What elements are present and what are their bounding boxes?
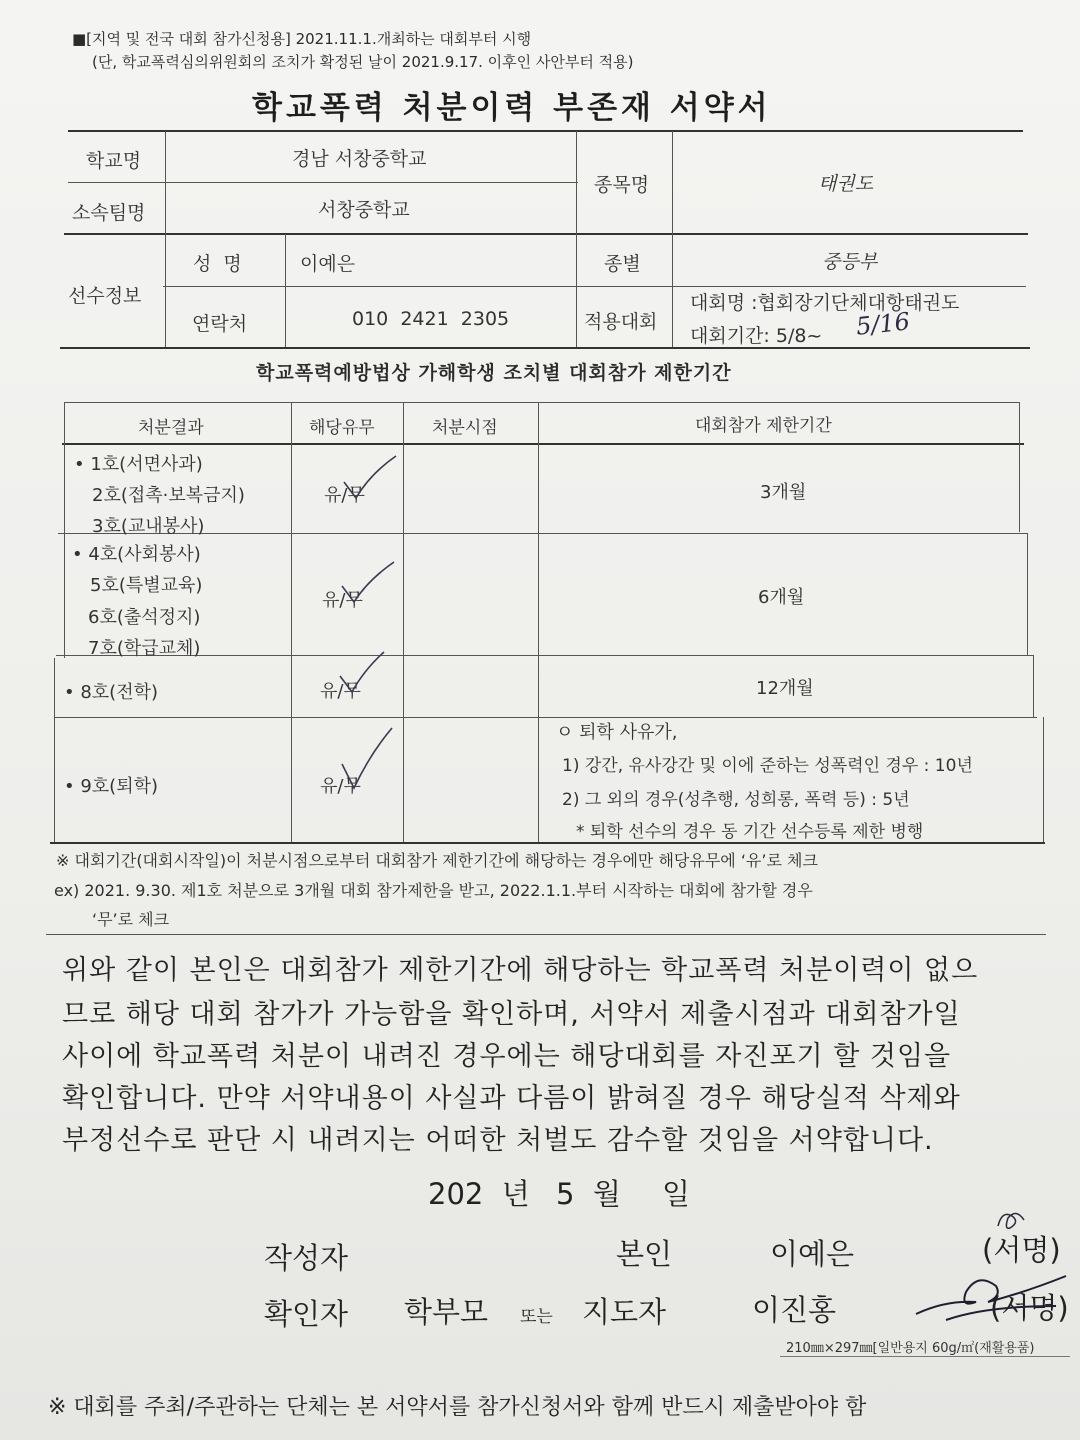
handwritten-checkmark-icon (338, 556, 408, 616)
table-cell-item: 6호(출석정지) (88, 607, 201, 628)
header-line-1: ■[지역 및 전국 대회 참가신청용] 2021.11.1.개최하는 대회부터 시행 (72, 30, 532, 48)
table-col-divider (538, 402, 539, 842)
handwritten-checkmark-icon (340, 452, 410, 512)
table-cell-item: 7호(학급교체) (88, 638, 201, 659)
table-row-divider (56, 655, 1033, 656)
table-cell-period-line: 2) 그 외의 경우(성추행, 성희롱, 폭력 등) : 5년 (562, 790, 910, 810)
school-label: 학교명 (86, 150, 142, 172)
document-title: 학교폭력 처분이력 부존재 서약서 (252, 90, 772, 126)
table-border-left (54, 658, 55, 842)
table-border-left (64, 402, 65, 658)
category-label: 종별 (604, 253, 641, 275)
info-divider (163, 286, 1026, 287)
info-divider (68, 182, 578, 183)
footer-notice: ※ 대회를 주최/주관하는 단체는 본 서약서를 참가신청서와 함께 반드시 제출받아야 함 (48, 1395, 867, 1420)
event-label: 종목명 (594, 174, 650, 196)
applied-competition-label: 적용대회 (584, 311, 658, 333)
info-col-divider (285, 234, 286, 347)
table-header-restriction-period: 대회참가 제한기간 (695, 416, 832, 436)
info-col-divider (672, 131, 673, 347)
table-cell-item: 5호(특별교육) (90, 575, 203, 596)
table-cell-period-line: ㅇ 퇴학 사유가, (556, 722, 678, 743)
handwritten-checkmark-icon (336, 724, 406, 804)
info-col-divider (165, 131, 166, 347)
writer-sign-placeholder: (서명) (982, 1233, 1061, 1267)
writer-role: 본인 (616, 1237, 673, 1271)
confirmer-label: 확인자 (264, 1297, 349, 1331)
table-border-bottom (50, 842, 1045, 844)
competition-end-handwritten: 5/16 (854, 307, 912, 341)
signature-scribble-icon (990, 1206, 1040, 1236)
table-cell-item: • 4호(사회봉사) (72, 544, 201, 565)
pledge-line: 부정선수로 판단 시 내려지는 어떠한 처벌도 감수할 것임을 서약합니다. (62, 1125, 934, 1156)
date-year: 202 년 (428, 1177, 530, 1211)
table-cell-item: • 8호(전학) (64, 682, 158, 703)
confirmer-name: 이진홍 (752, 1293, 837, 1327)
table-border-right (1019, 402, 1020, 532)
confirmer-role-parent: 학부모 (404, 1295, 489, 1329)
event-value: 태권도 (818, 173, 874, 195)
table-cell-item: • 1호(서면사과) (74, 454, 203, 475)
contact-label: 연락처 (192, 313, 248, 335)
date-day: 일 (662, 1177, 691, 1211)
note-1: ※ 대회기간(대회시작일)이 처분시점으로부터 대회참가 제한기간에 해당하는 경우에만 해당유무에 ‘유’로 체크 (56, 851, 818, 870)
pledge-line: 확인합니다. 만약 서약내용이 사실과 다름이 밝혀질 경우 해당실적 삭제와 (62, 1083, 961, 1114)
table-header-result: 처분결과 (138, 418, 204, 438)
team-value: 서창중학교 (318, 199, 410, 221)
pledge-line: 위와 같이 본인은 대회참가 제한기간에 해당하는 학교폭력 처분이력이 없으 (62, 955, 979, 986)
table-cell-yes-no: 유/무 (324, 485, 365, 506)
table-cell-period-line: * 퇴학 선수의 경우 동 기간 선수등록 제한 병행 (576, 822, 924, 842)
info-table-top-border (68, 130, 1023, 132)
table-cell-item: 3호(교내봉사) (92, 516, 205, 537)
competition-name: 대회명 :협회장기단체대항태권도 (690, 292, 960, 314)
table-cell-period: 6개월 (758, 587, 805, 608)
table-header-applicable: 해당유무 (309, 418, 375, 438)
table-cell-item: 2호(접촉·보복금지) (92, 485, 245, 506)
table-cell-yes-no: 유/무 (320, 776, 361, 797)
paper-spec: 210㎜×297㎜[일반용지 60g/㎡(재활용품) (786, 1341, 1035, 1356)
info-divider (64, 233, 1028, 235)
note-2: ex) 2021. 9.30. 제1호 처분으로 3개월 대회 참가제한을 받고, 2022.1.1.부터 시작하는 대회에 참가할 경우 (54, 881, 813, 900)
table-col-divider (291, 402, 292, 842)
confirmer-role-coach: 지도자 (582, 1295, 667, 1329)
confirmer-or: 또는 (520, 1307, 553, 1327)
paper-spec-underline (780, 1356, 1070, 1357)
section-divider (46, 934, 1046, 935)
header-line-2: (단, 학교폭력심의위원회의 조치가 확정된 날이 2021.9.17. 이후인 사안부터 적용) (92, 53, 634, 71)
table-border-right (1043, 717, 1044, 842)
competition-period: 대회기간: 5/8~ (690, 325, 823, 347)
team-label: 소속팀명 (72, 202, 146, 224)
name-label: 성 명 (193, 253, 242, 275)
table-border-right (1027, 533, 1028, 655)
name-value: 이예은 (300, 253, 356, 275)
table-cell-item: • 9호(퇴학) (64, 776, 158, 797)
date-month: 5 월 (556, 1177, 621, 1211)
player-info-label: 선수정보 (68, 285, 142, 307)
confirmer-sign-placeholder: (서명) (990, 1291, 1069, 1325)
table-border-top (64, 402, 1019, 403)
restriction-title: 학교폭력예방법상 가해학생 조치별 대회참가 제한기간 (256, 362, 732, 384)
category-value: 중등부 (822, 251, 878, 273)
table-cell-yes-no: 유/무 (320, 681, 361, 702)
table-cell-period: 12개월 (756, 678, 814, 699)
writer-name: 이예은 (770, 1237, 855, 1271)
pledge-line: 사이에 학교폭력 처분이 내려진 경우에는 해당대회를 자진포기 할 것임을 (62, 1041, 952, 1072)
contact-value: 010 2421 2305 (352, 308, 510, 330)
table-cell-yes-no: 유/무 (322, 590, 363, 611)
signature-scribble-icon (906, 1262, 1076, 1332)
table-cell-period: 3개월 (760, 482, 807, 503)
table-header-disposition-date: 처분시점 (432, 418, 498, 438)
table-header-divider (62, 443, 1024, 445)
table-row-divider (54, 717, 1037, 718)
note-2-continued: ‘무’로 체크 (92, 910, 170, 929)
school-value: 경남 서창중학교 (292, 148, 427, 170)
pledge-line: 므로 해당 대회 참가가 가능함을 확인하며, 서약서 제출시점과 대회참가일 (62, 999, 961, 1030)
info-col-divider (576, 131, 577, 347)
handwritten-checkmark-icon (336, 648, 396, 704)
table-border-right (1033, 655, 1034, 717)
table-cell-period-line: 1) 강간, 유사강간 및 이에 준하는 성폭력인 경우 : 10년 (562, 756, 973, 776)
info-table-bottom-border (60, 347, 1030, 349)
writer-label: 작성자 (264, 1241, 349, 1275)
